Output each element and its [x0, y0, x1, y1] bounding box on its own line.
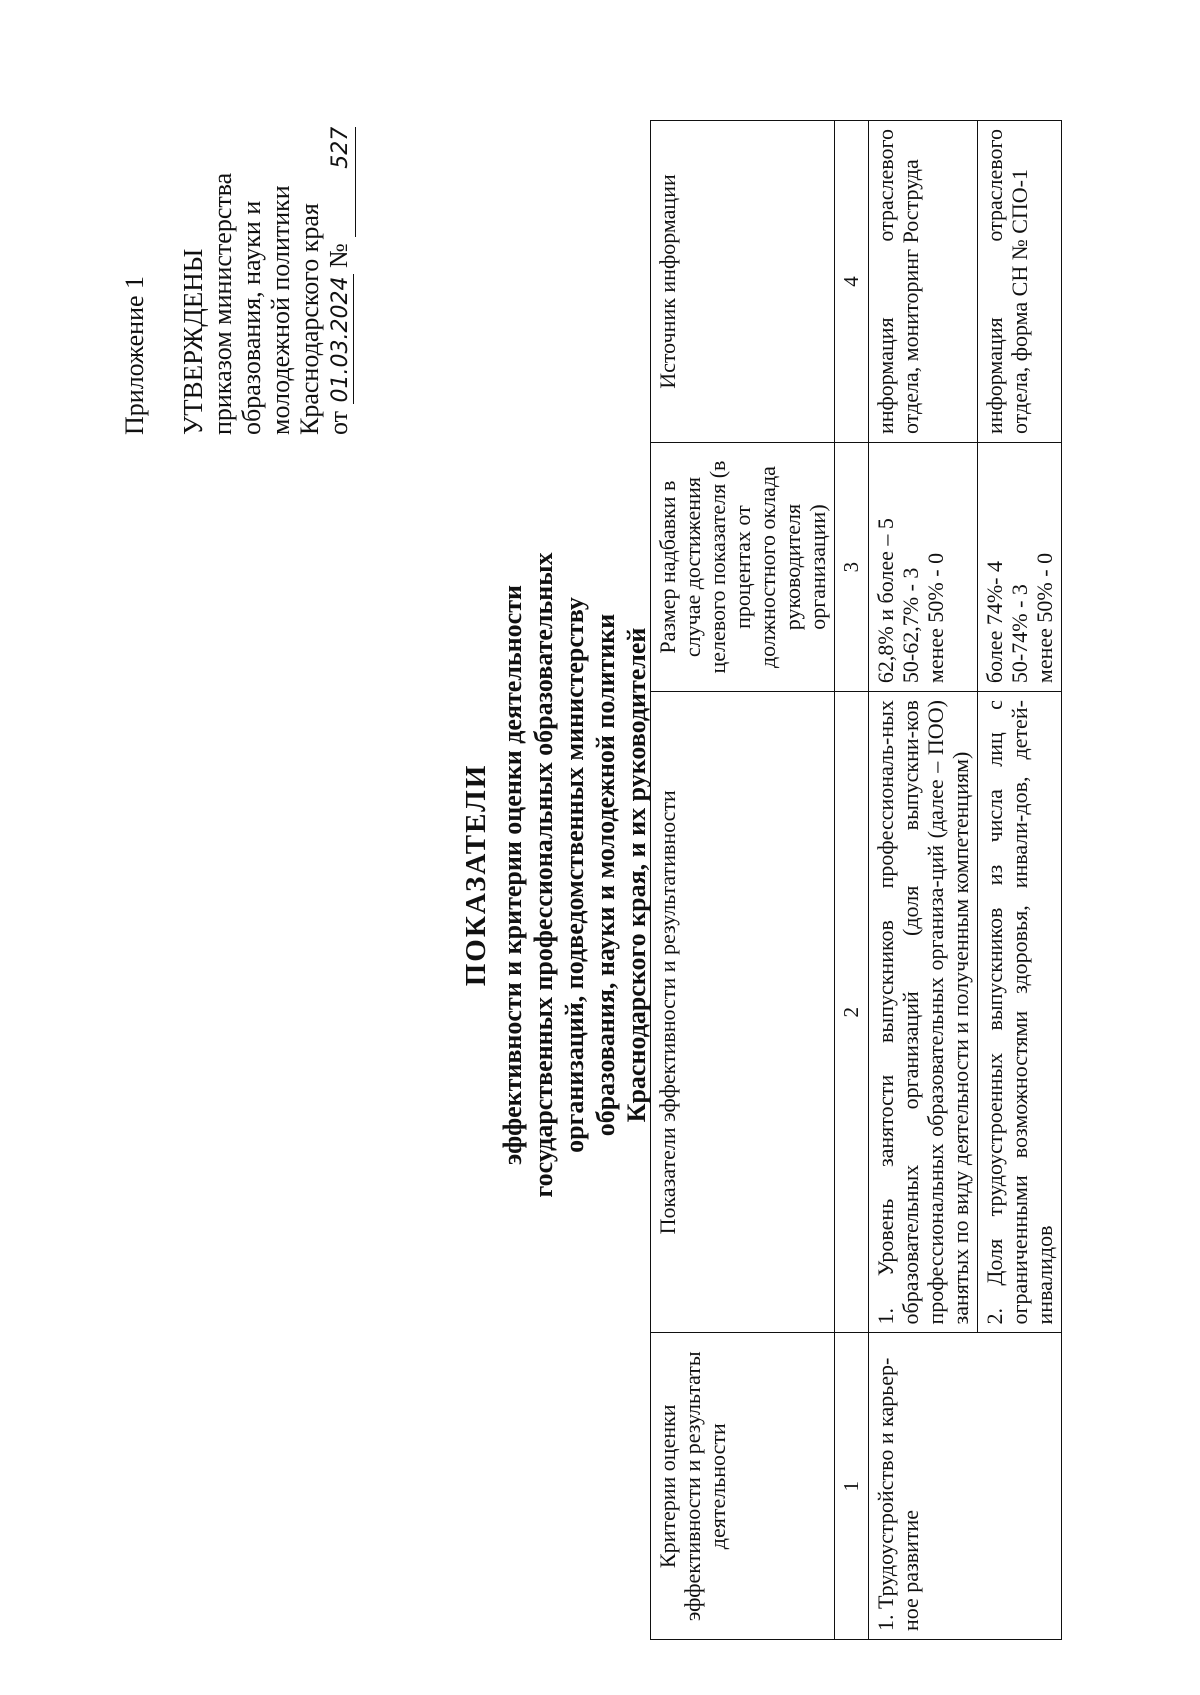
- column-number: 4: [835, 121, 869, 443]
- title-line: образования, науки и молодежной политики: [591, 613, 620, 1137]
- date-prefix: от: [324, 410, 353, 435]
- title-line: организаций, подведомственных министерству: [560, 597, 589, 1153]
- title-line: государственных профессиональных образовательных: [529, 552, 558, 1198]
- rotated-page-content: [45, 90, 1155, 1670]
- handwritten-number: 527: [326, 127, 356, 237]
- bonus-line: 50-74% - 3: [1007, 584, 1032, 684]
- indicator-cell: 2. Доля трудоустроенных выпускников из числа лиц с ограниченными возможностями здоровья, инвали-дов, детей-инвалидов: [978, 692, 1062, 1333]
- annex-label: Приложение 1: [120, 275, 149, 435]
- indicator-cell: 1. Уровень занятости выпускников профессиональ-ных образовательных организаций (доля выпускни-ков профессиональных образовательных организа-ций (далее – ПОО) занятых по виду деятельности и полученным компетенциям): [869, 692, 978, 1333]
- title-main: ПОКАЗАТЕЛИ: [460, 763, 492, 987]
- bonus-cell: [978, 443, 1062, 692]
- approval-line: образования, науки и: [237, 200, 266, 435]
- header-bonus: Размер надбавки в случае достижения целевого показателя (в процентах от должностного оклада руководителя организации): [651, 443, 835, 692]
- approval-stamp-block: [120, 105, 356, 435]
- number-prefix: №: [324, 243, 353, 268]
- column-number: 2: [835, 692, 869, 1333]
- bonus-cell: [869, 443, 978, 692]
- bonus-line: 62,8% и более – 5: [873, 518, 898, 684]
- bonus-line: более 74%- 4: [982, 561, 1007, 684]
- header-indicators: Показатели эффективности и результативности: [651, 692, 835, 1333]
- bonus-line: менее 50% - 0: [923, 552, 948, 684]
- table-row: [869, 121, 978, 1640]
- indicators-table: [650, 120, 1062, 1640]
- header-criteria: Критерии оценки эффективности и результаты деятельности: [651, 1333, 835, 1640]
- title-line: Краснодарского края, и их руководителей: [622, 627, 651, 1123]
- handwritten-date: 01.03.2024: [328, 276, 353, 403]
- column-number: 1: [835, 1333, 869, 1640]
- table-header-row: [651, 121, 835, 1640]
- title-line: эффективности и критерии оценки деятельности: [498, 585, 527, 1165]
- approval-line: молодежной политики: [266, 185, 295, 435]
- source-cell: информация отраслевого отдела, форма СН № СПО-1: [978, 121, 1062, 443]
- approved-heading: УТВЕРЖДЕНЫ: [178, 248, 208, 435]
- header-source: Источник информации: [651, 121, 835, 443]
- criterion-cell: 1. Трудоустройство и карьер-ное развитие: [869, 1333, 1062, 1640]
- approval-date-line: [324, 105, 356, 435]
- bonus-line: менее 50% - 0: [1032, 552, 1057, 684]
- bonus-line: 50-62,7% - 3: [898, 567, 923, 684]
- approval-line: Краснодарского края: [295, 203, 324, 435]
- source-cell: информация отраслевого отдела, мониторинг Роструда: [869, 121, 978, 443]
- column-number-row: [835, 121, 869, 1640]
- approval-line: приказом министерства: [208, 172, 237, 435]
- column-number: 3: [835, 443, 869, 692]
- document-title: [460, 350, 652, 1400]
